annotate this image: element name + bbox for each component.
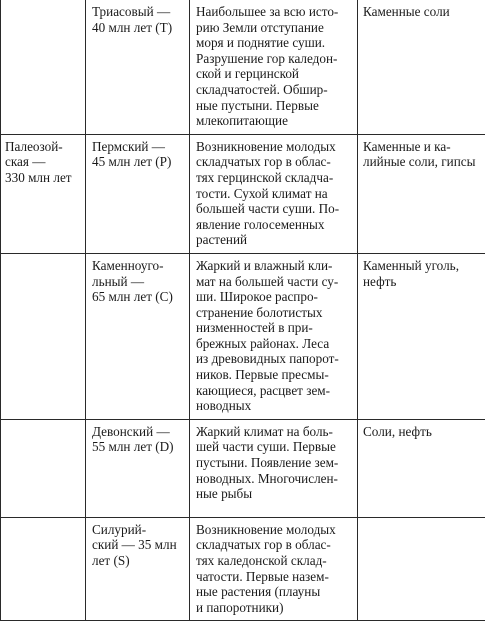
period-cell (86, 253, 190, 419)
events-cell (190, 134, 358, 253)
period-text: Силурий- ский — 35 млн лет (S) (92, 522, 185, 569)
period-text: Пермский — 45 млн лет (P) (92, 139, 185, 170)
events-text: Наибольшее за всю исто- рию Земли отступание моря и поднятие суши. Разрушение гор каледон- ской и герцинской складчатостей. Обшир- ные пустыни. Первые млекопитающие (196, 4, 353, 129)
period-text: Триасовый — 40 млн лет (T) (92, 4, 185, 35)
period-text: Каменноуго- льный — 65 млн лет (C) (92, 258, 185, 305)
minerals-cell (358, 517, 485, 621)
table-row (1, 0, 485, 134)
period-text: Девонский — 55 млн лет (D) (92, 424, 185, 455)
events-text: Жаркий и влажный кли- мат на большей части су- ши. Широкое распро- странение болотистых низменностей в при- брежных районах. Леса из древовидных папорот- ников. Первые пресмы- кающиеся, расцвет зем- новодных (196, 258, 353, 414)
era-cell (1, 0, 86, 134)
table-row (1, 253, 485, 419)
minerals-cell (358, 134, 485, 253)
events-cell (190, 517, 358, 621)
table-row (1, 419, 485, 517)
events-text: Жаркий климат на боль- шей части суши. Первые пустыни. Появление зем- новодных. Многочислен- ные рыбы (196, 424, 353, 502)
period-cell (86, 134, 190, 253)
minerals-text: Каменный уголь, нефть (363, 258, 481, 289)
events-text: Возникновение молодых складчатых гор в облас- тях герцинской складча- тости. Сухой климат на большей части суши. По- явление голосеменных растений (196, 139, 353, 248)
minerals-cell (358, 419, 485, 517)
period-cell (86, 517, 190, 621)
era-cell (1, 419, 86, 517)
events-cell (190, 419, 358, 517)
minerals-cell (358, 0, 485, 134)
period-cell (86, 0, 190, 134)
table-row (1, 134, 485, 253)
era-text: Палеозой- ская — 330 млн лет (5, 139, 81, 186)
minerals-text: Соли, нефть (363, 424, 481, 440)
minerals-text: Каменные соли (363, 4, 481, 20)
era-cell (1, 134, 86, 253)
minerals-text: Каменные и ка- лийные соли, гипсы (363, 139, 481, 170)
table-row (1, 517, 485, 621)
period-cell (86, 419, 190, 517)
era-cell (1, 517, 86, 621)
events-cell (190, 0, 358, 134)
era-cell (1, 253, 86, 419)
events-text: Возникновение молодых складчатых гор в облас- тях каледонской склад- чатости. Первые назем- ные растения (плауны и папоротники) (196, 522, 353, 616)
events-cell (190, 253, 358, 419)
minerals-cell (358, 253, 485, 419)
